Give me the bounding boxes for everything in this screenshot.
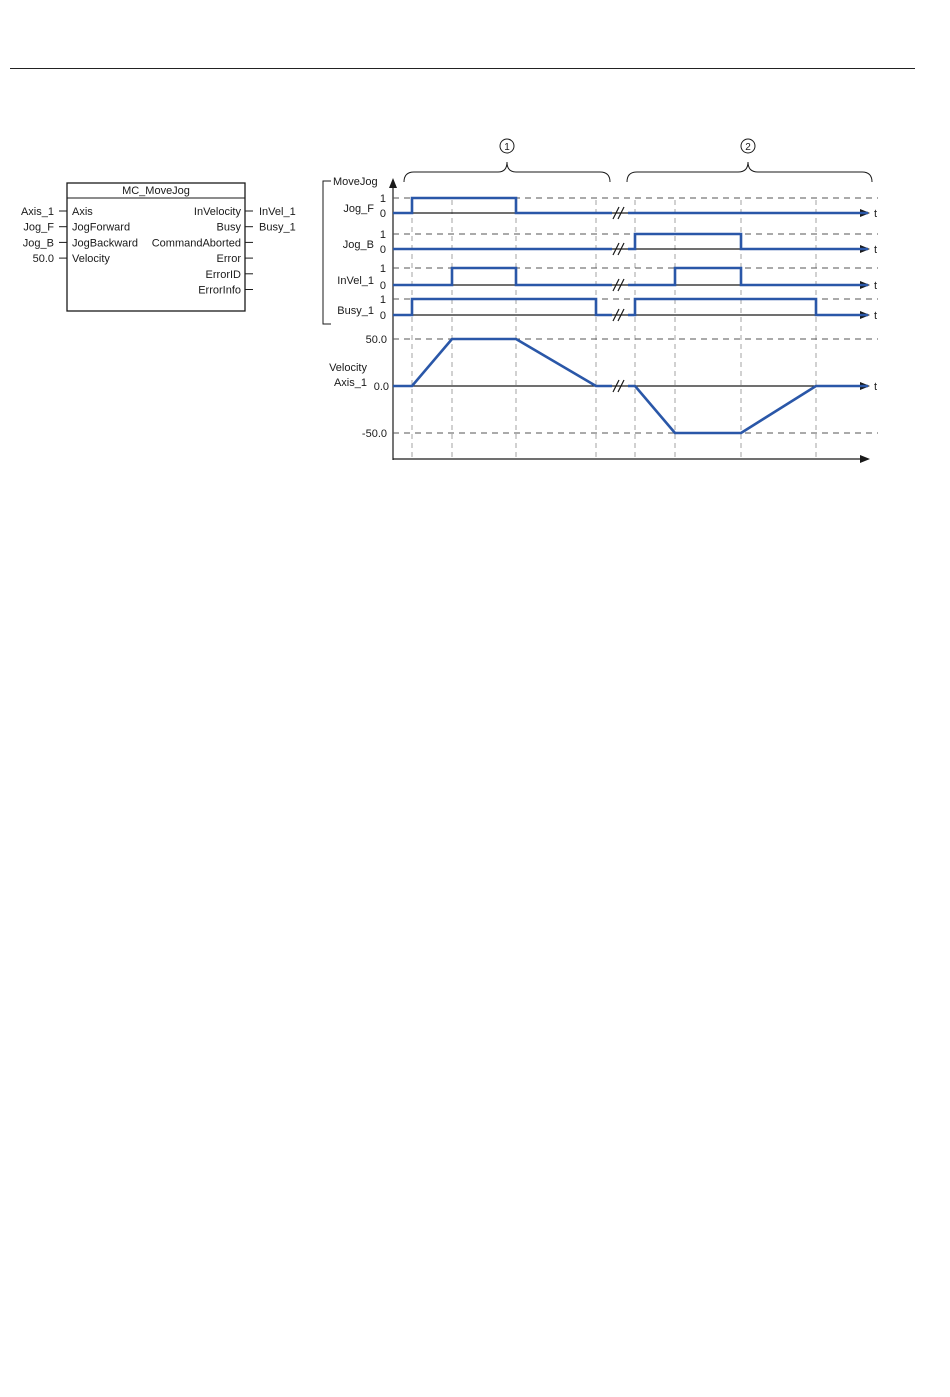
- input-pin-label: Velocity: [72, 253, 110, 266]
- velocity-profile-segment-1: [393, 339, 612, 386]
- waveform-segment-2: [628, 234, 868, 249]
- signal-row: [343, 229, 878, 256]
- signal-high-tick: 1: [379, 263, 386, 275]
- callout-number-1: 1: [504, 142, 510, 153]
- signal-high-tick: 1: [379, 193, 386, 205]
- velocity-label-line2: Axis_1: [333, 377, 367, 389]
- time-label: t: [874, 244, 878, 256]
- output-pin-label: ErrorID: [205, 268, 241, 281]
- output-signal-label: InVel_1: [259, 206, 296, 218]
- vertical-axis-arrow: [389, 178, 397, 188]
- velocity-tick-zero: 0.0: [373, 381, 389, 393]
- output-signal-label: Busy_1: [259, 221, 296, 234]
- group-bracket: [323, 181, 331, 324]
- function-block: [21, 183, 296, 311]
- input-signal-label: Axis_1: [20, 206, 54, 218]
- signal-low-tick: 0: [379, 310, 386, 322]
- time-label: t: [874, 208, 878, 220]
- callout-number-2: 2: [745, 142, 751, 153]
- signal-rows: [337, 193, 878, 322]
- waveform-segment-1: [393, 198, 612, 213]
- signal-row: [337, 263, 878, 292]
- output-pin-label: Busy: [216, 221, 241, 234]
- input-signal-label: Jog_F: [23, 221, 54, 234]
- signal-name: Busy_1: [337, 305, 374, 317]
- callout-brace-1: [404, 162, 610, 182]
- input-pin-label: JogForward: [72, 221, 131, 234]
- waveform-segment-1: [393, 299, 612, 315]
- velocity-tick-high: 50.0: [365, 334, 387, 346]
- velocity-label-line1: Velocity: [329, 362, 367, 374]
- signal-low-tick: 0: [379, 244, 386, 256]
- waveform-segment-1: [393, 268, 612, 285]
- velocity-time-label: t: [874, 381, 878, 393]
- signal-row: [343, 193, 878, 220]
- group-label: MoveJog: [333, 176, 378, 188]
- time-label: t: [874, 280, 878, 292]
- signal-row: [337, 294, 878, 322]
- signal-name: Jog_F: [343, 203, 374, 215]
- horizontal-axis-arrow: [860, 455, 870, 463]
- velocity-tick-low: -50.0: [361, 428, 387, 440]
- output-pin-label: ErrorInfo: [198, 284, 241, 297]
- signal-name: InVel_1: [337, 275, 374, 287]
- timing-diagram: [323, 139, 878, 463]
- input-signal-label: 50.0: [32, 253, 54, 266]
- signal-low-tick: 0: [379, 280, 386, 292]
- signal-high-tick: 1: [379, 229, 386, 241]
- signal-low-tick: 0: [379, 208, 386, 220]
- output-pin-label: CommandAborted: [151, 237, 241, 250]
- signal-high-tick: 1: [379, 294, 386, 306]
- signal-name: Jog_B: [342, 239, 374, 251]
- input-pin-label: Axis: [72, 206, 93, 218]
- output-pin-label: Error: [216, 253, 241, 266]
- input-signal-label: Jog_B: [22, 237, 54, 250]
- velocity-plot: [329, 334, 878, 440]
- waveform-segment-2: [628, 299, 868, 315]
- block-title: MC_MoveJog: [122, 185, 190, 197]
- velocity-profile-segment-2: [628, 386, 868, 433]
- time-guides: [412, 200, 816, 457]
- time-label: t: [874, 310, 878, 322]
- callout-brace-2: [627, 162, 872, 182]
- input-pin-label: JogBackward: [72, 237, 139, 250]
- waveform-segment-2: [628, 268, 868, 285]
- output-pin-label: InVelocity: [193, 206, 241, 218]
